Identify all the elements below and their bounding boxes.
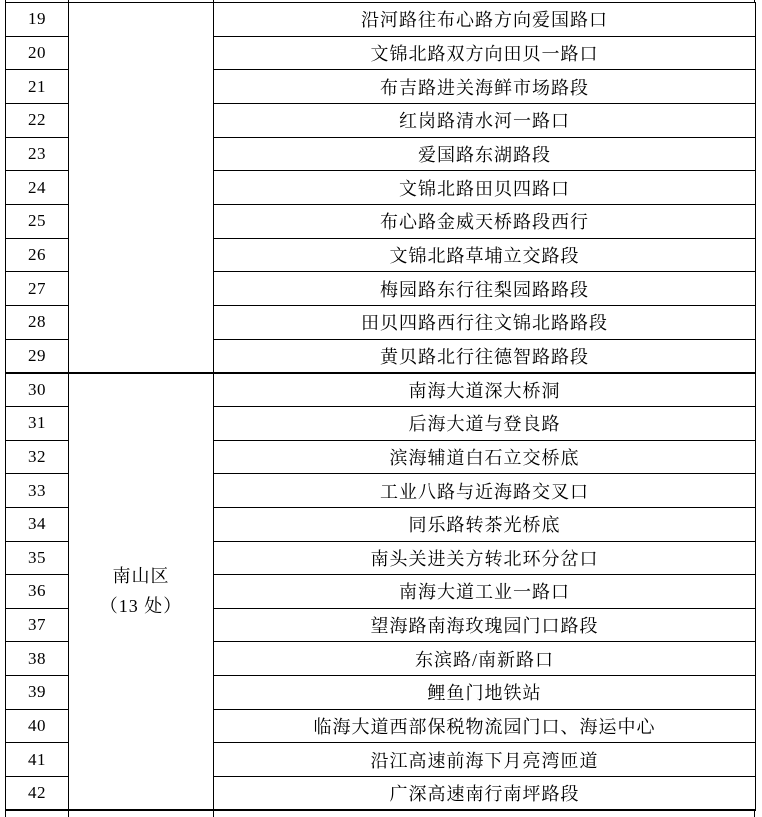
location-cell: 布吉路进关海鲜市场路段 bbox=[214, 70, 756, 104]
location-cell: 鲤鱼门地铁站 bbox=[214, 676, 756, 710]
location-cell: 文锦北路双方向田贝一路口 bbox=[214, 36, 756, 70]
district-cell-upper-empty bbox=[69, 3, 214, 373]
row-number: 22 bbox=[6, 103, 69, 137]
row-number: 26 bbox=[6, 238, 69, 272]
location-cell: 望海路南海玫瑰园门口路段 bbox=[214, 608, 756, 642]
location-cell: 东滨路/南新路口 bbox=[214, 642, 756, 676]
row-number: 34 bbox=[6, 507, 69, 541]
table-row bbox=[6, 3, 756, 37]
table-row bbox=[6, 373, 756, 407]
location-cell: 临海大道西部保税物流园门口、海运中心 bbox=[214, 709, 756, 743]
row-number: 31 bbox=[6, 406, 69, 440]
row-number: 38 bbox=[6, 642, 69, 676]
row-number: 24 bbox=[6, 171, 69, 205]
location-cell: 南头关进关方转北环分岔口 bbox=[214, 541, 756, 575]
row-number: 35 bbox=[6, 541, 69, 575]
location-cell: 沿河路往布心路方向爱国路口 bbox=[214, 3, 756, 37]
district-count: （13 处） bbox=[99, 596, 183, 617]
row-number: 42 bbox=[6, 777, 69, 811]
row-number: 36 bbox=[6, 575, 69, 609]
location-cell: 梅园路东行往梨园路路段 bbox=[214, 272, 756, 306]
location-cell: 工业八路与近海路交叉口 bbox=[214, 474, 756, 508]
row-number: 19 bbox=[6, 3, 69, 37]
row-number: 37 bbox=[6, 608, 69, 642]
location-cell: 滨海辅道白石立交桥底 bbox=[214, 440, 756, 474]
table-left-border bbox=[5, 810, 6, 817]
row-number: 32 bbox=[6, 440, 69, 474]
location-cell: 南海大道工业一路口 bbox=[214, 575, 756, 609]
district-name: 南山区 bbox=[112, 566, 170, 587]
location-cell: 田贝四路西行往文锦北路路段 bbox=[214, 305, 756, 339]
table-right-border bbox=[754, 810, 755, 817]
location-cell: 文锦北路草埔立交路段 bbox=[214, 238, 756, 272]
district-column-divider bbox=[213, 810, 214, 817]
row-number: 27 bbox=[6, 272, 69, 306]
location-cell: 布心路金威天桥路段西行 bbox=[214, 204, 756, 238]
row-number: 21 bbox=[6, 70, 69, 104]
location-cell: 后海大道与登良路 bbox=[214, 406, 756, 440]
congestion-points-table bbox=[5, 2, 756, 811]
row-number: 39 bbox=[6, 676, 69, 710]
row-number: 28 bbox=[6, 305, 69, 339]
district-cell-nanshan bbox=[69, 373, 214, 811]
row-number: 33 bbox=[6, 474, 69, 508]
row-number: 30 bbox=[6, 373, 69, 407]
location-cell: 南海大道深大桥洞 bbox=[214, 373, 756, 407]
location-cell: 爱国路东湖路段 bbox=[214, 137, 756, 171]
row-number: 29 bbox=[6, 339, 69, 373]
location-cell: 广深高速南行南坪路段 bbox=[214, 777, 756, 811]
number-column-divider bbox=[68, 810, 69, 817]
cropped-row-below bbox=[0, 810, 762, 817]
location-cell: 沿江高速前海下月亮湾匝道 bbox=[214, 743, 756, 777]
location-cell: 文锦北路田贝四路口 bbox=[214, 171, 756, 205]
row-number: 40 bbox=[6, 709, 69, 743]
location-cell: 黄贝路北行往德智路路段 bbox=[214, 339, 756, 373]
location-cell: 同乐路转茶光桥底 bbox=[214, 507, 756, 541]
row-number: 20 bbox=[6, 36, 69, 70]
row-number: 23 bbox=[6, 137, 69, 171]
location-cell: 红岗路清水河一路口 bbox=[214, 103, 756, 137]
row-number: 25 bbox=[6, 204, 69, 238]
row-number: 41 bbox=[6, 743, 69, 777]
